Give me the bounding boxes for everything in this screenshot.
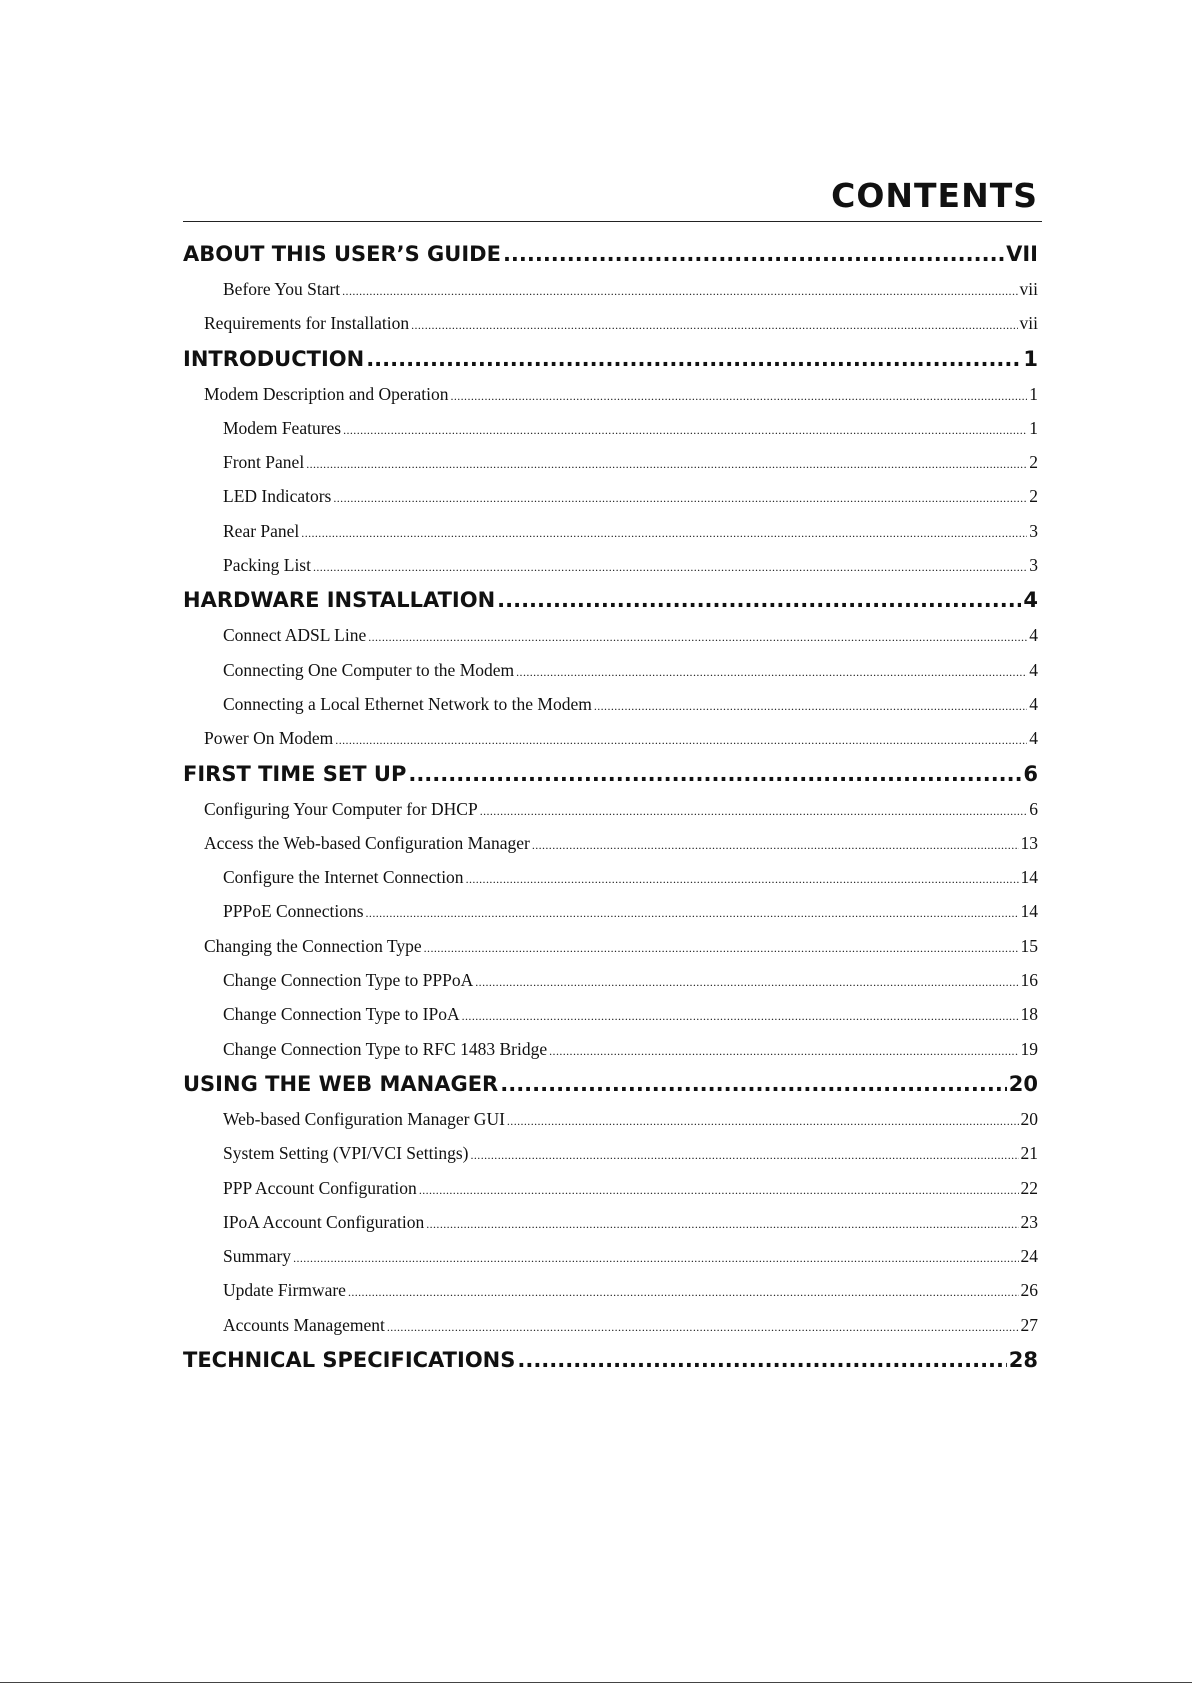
dot-leader: [342, 274, 1017, 306]
toc-entry-page-number: 15: [1020, 935, 1038, 956]
dot-leader: [497, 582, 1021, 618]
dot-leader: [293, 1241, 1018, 1273]
toc-entry-page-number: 23: [1020, 1211, 1038, 1232]
dot-leader: [387, 1310, 1019, 1342]
dot-leader: [480, 794, 1028, 826]
dot-leader: [503, 236, 1004, 272]
toc-section-entry[interactable]: [183, 792, 1038, 826]
toc-section-entry[interactable]: [183, 687, 1038, 721]
toc-entry-label: INTRODUCTION: [183, 346, 365, 371]
toc-entry-page-number: 4: [1029, 693, 1038, 714]
toc-section-entry[interactable]: [183, 514, 1038, 548]
dot-leader: [306, 447, 1027, 479]
toc-section-entry[interactable]: [183, 721, 1038, 755]
dot-leader: [516, 655, 1027, 687]
toc-entry-page-number: 1: [1029, 383, 1038, 404]
toc-entry-label: Packing List: [223, 555, 311, 576]
dot-leader: [426, 1207, 1018, 1239]
toc-entry-page-number: 4: [1023, 588, 1038, 613]
toc-entry-label: Power On Modem: [204, 728, 334, 749]
toc-entry-label: Summary: [223, 1246, 292, 1267]
toc-entry-label: IPoA Account Configuration: [223, 1211, 425, 1232]
dot-leader: [335, 723, 1027, 755]
toc-entry-page-number: vii: [1019, 279, 1038, 299]
toc-section-entry[interactable]: [183, 479, 1038, 513]
toc-entry-page-number: 20: [1020, 1108, 1038, 1129]
toc-entry-page-number: 14: [1020, 901, 1038, 922]
toc-entry-label: Change Connection Type to PPPoA: [223, 970, 474, 991]
toc-chapter-entry[interactable]: [183, 1066, 1038, 1102]
toc-entry-label: Configure the Internet Connection: [223, 867, 464, 888]
dot-leader: [348, 1275, 1019, 1307]
toc-entry-label: System Setting (VPI/VCI Settings): [223, 1143, 469, 1164]
toc-entry-page-number: 3: [1029, 520, 1038, 541]
toc-section-entry[interactable]: [183, 618, 1038, 652]
dot-leader: [517, 1342, 1006, 1378]
toc-entry-label: Rear Panel: [223, 520, 300, 541]
toc-entry-label: Modem Description and Operation: [204, 383, 449, 404]
toc-entry-page-number: 27: [1020, 1314, 1038, 1335]
toc-section-entry[interactable]: [183, 1032, 1038, 1066]
toc-section-entry[interactable]: [183, 860, 1038, 894]
footer-divider: [0, 1682, 1192, 1683]
toc-entry-label: Accounts Management: [223, 1314, 385, 1335]
dot-leader: [366, 341, 1021, 377]
toc-entry-page-number: 28: [1008, 1348, 1038, 1373]
dot-leader: [471, 1138, 1019, 1170]
toc-entry-label: Front Panel: [223, 452, 305, 473]
toc-entry-label: Connecting a Local Ethernet Network to the Modem: [223, 693, 592, 714]
toc-chapter-entry[interactable]: [183, 236, 1038, 272]
toc-section-entry[interactable]: [183, 894, 1038, 928]
dot-leader: [368, 620, 1027, 652]
toc-entry-page-number: 22: [1020, 1177, 1038, 1198]
toc-entry-label: Changing the Connection Type: [204, 935, 422, 956]
toc-entry-page-number: 1: [1023, 346, 1038, 371]
toc-entry-page-number: VII: [1006, 242, 1038, 266]
toc-entry-label: Requirements for Installation: [204, 313, 410, 334]
toc-chapter-entry[interactable]: [183, 756, 1038, 792]
toc-entry-label: USING THE WEB MANAGER: [183, 1071, 499, 1096]
toc-entry-label: Change Connection Type to IPoA: [223, 1004, 460, 1025]
toc-entry-page-number: 24: [1020, 1246, 1038, 1267]
toc-entry-page-number: 13: [1020, 832, 1038, 853]
toc-section-entry[interactable]: [183, 445, 1038, 479]
toc-section-entry[interactable]: [183, 929, 1038, 963]
toc-entry-page-number: 26: [1020, 1280, 1038, 1301]
toc-section-entry[interactable]: [183, 1239, 1038, 1273]
toc-entry-page-number: 18: [1020, 1004, 1038, 1025]
table-of-contents: [183, 236, 1038, 1378]
page-title: CONTENTS: [831, 176, 1038, 215]
toc-entry-label: FIRST TIME SET UP: [183, 761, 407, 786]
dot-leader: [419, 1173, 1019, 1205]
toc-section-entry[interactable]: [183, 548, 1038, 582]
toc-entry-page-number: 16: [1020, 970, 1038, 991]
toc-entry-page-number: 2: [1029, 486, 1038, 507]
toc-entry-page-number: 20: [1008, 1071, 1038, 1096]
toc-chapter-entry[interactable]: [183, 341, 1038, 377]
toc-entry-page-number: 6: [1029, 798, 1038, 819]
toc-entry-label: TECHNICAL SPECIFICATIONS: [183, 1348, 516, 1373]
toc-entry-page-number: 4: [1029, 625, 1038, 646]
toc-entry-page-number: 4: [1029, 728, 1038, 749]
toc-chapter-entry[interactable]: [183, 1342, 1038, 1378]
toc-entry-page-number: 1: [1029, 417, 1038, 438]
toc-entry-label: Access the Web-based Configuration Manager: [204, 832, 530, 853]
toc-section-entry[interactable]: [183, 1136, 1038, 1170]
dot-leader: [507, 1104, 1019, 1136]
dot-leader: [500, 1066, 1007, 1102]
dot-leader: [411, 308, 1017, 340]
toc-entry-label: Modem Features: [223, 417, 342, 438]
toc-entry-page-number: 2: [1029, 452, 1038, 473]
toc-section-entry[interactable]: [183, 1273, 1038, 1307]
dot-leader: [462, 999, 1019, 1031]
toc-section-entry[interactable]: [183, 1102, 1038, 1136]
toc-section-entry[interactable]: [183, 1171, 1038, 1205]
toc-chapter-entry[interactable]: [183, 582, 1038, 618]
dot-leader: [424, 931, 1019, 963]
toc-entry-label: Connecting One Computer to the Modem: [223, 659, 515, 680]
toc-section-entry[interactable]: [183, 306, 1038, 340]
dot-leader: [532, 828, 1019, 860]
dot-leader: [549, 1034, 1018, 1066]
toc-section-entry[interactable]: [183, 272, 1038, 306]
toc-entry-page-number: 3: [1029, 555, 1038, 576]
toc-section-entry[interactable]: [183, 1308, 1038, 1342]
toc-entry-label: Change Connection Type to RFC 1483 Bridge: [223, 1038, 548, 1059]
toc-entry-label: ABOUT THIS USER’S GUIDE: [183, 242, 501, 266]
dot-leader: [366, 896, 1019, 928]
toc-entry-page-number: vii: [1019, 313, 1038, 334]
dot-leader: [343, 413, 1027, 445]
toc-section-entry[interactable]: [183, 997, 1038, 1031]
toc-entry-page-number: 6: [1023, 761, 1038, 786]
toc-entry-label: Web-based Configuration Manager GUI: [223, 1108, 505, 1129]
toc-section-entry[interactable]: [183, 411, 1038, 445]
toc-entry-page-number: 19: [1020, 1038, 1038, 1059]
toc-entry-label: HARDWARE INSTALLATION: [183, 588, 496, 613]
dot-leader: [333, 481, 1027, 513]
toc-entry-label: PPP Account Configuration: [223, 1177, 417, 1198]
toc-entry-page-number: 21: [1020, 1143, 1038, 1164]
toc-section-entry[interactable]: [183, 963, 1038, 997]
toc-entry-label: LED Indicators: [223, 486, 332, 507]
toc-section-entry[interactable]: [183, 1205, 1038, 1239]
toc-entry-label: Configuring Your Computer for DHCP: [204, 798, 478, 819]
dot-leader: [466, 862, 1019, 894]
dot-leader: [594, 689, 1027, 721]
title-divider: [183, 221, 1042, 222]
dot-leader: [475, 965, 1018, 997]
toc-entry-label: Connect ADSL Line: [223, 625, 367, 646]
dot-leader: [301, 516, 1027, 548]
toc-section-entry[interactable]: [183, 653, 1038, 687]
toc-entry-label: Before You Start: [223, 279, 341, 299]
dot-leader: [408, 756, 1021, 792]
dot-leader: [313, 550, 1027, 582]
toc-entry-label: PPPoE Connections: [223, 901, 364, 922]
toc-entry-page-number: 4: [1029, 659, 1038, 680]
toc-entry-label: Update Firmware: [223, 1280, 346, 1301]
dot-leader: [450, 379, 1027, 411]
toc-section-entry[interactable]: [183, 377, 1038, 411]
toc-entry-page-number: 14: [1020, 867, 1038, 888]
toc-section-entry[interactable]: [183, 826, 1038, 860]
